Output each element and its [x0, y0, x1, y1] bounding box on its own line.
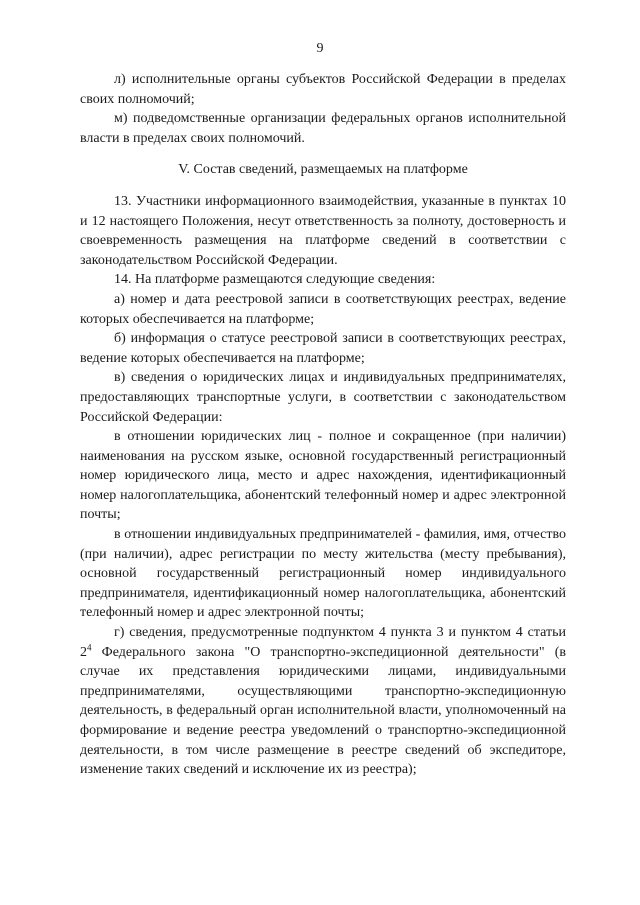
document-body [80, 70, 566, 780]
page-number: 9 [316, 41, 324, 56]
paragraph-g-end: Федерального закона "О транспортно-экспедиционной деятельности" (в случае их представления юридическими лицами, индивидуальными предпринимателями, осуществляющими транспортно-экспедиционную деятельность, в федеральный орган исполнительной власти, уполномоченный на формирование и ведение реестра уведомлений о транспортно-экспедиционной деятельности, в том числе размещение в реестре сведений об экспедиторе, изменение таких сведений и исключение их из реестра); [80, 644, 566, 778]
section-heading: V. Состав сведений, размещаемых на платформе [178, 162, 468, 178]
paragraph-b: б) информация о статусе реестровой записи в соответствующих реестрах, ведение которых обеспечивается на платформе; [80, 331, 566, 366]
paragraph-g [80, 623, 566, 780]
paragraph-a: а) номер и дата реестровой записи в соответствующих реестрах, ведение которых обеспечивается на платформе; [80, 291, 566, 327]
paragraph-13: 13. Участники информационного взаимодействия, указанные в пунктах 10 и 12 настоящего Положения, несут ответственность за полноту, достоверность и своевременность размещения на платформе сведений в соответствии с законодательством Российской Федерации. [80, 193, 566, 268]
paragraph-m: м) подведомственные организации федеральных органов исполнительной власти в пределах своих полномочий. [80, 111, 566, 146]
paragraph-l: л) исполнительные органы субъектов Российской Федерации в пределах своих полномочий; [80, 72, 566, 107]
paragraph-legal-entities: в отношении юридических лиц - полное и сокращенное (при наличии) наименования на русском языке, основной государственный регистрационный номер юридического лица, место и адрес нахождения, идентификационный номер налогоплательщика, абонентский телефонный номер и адрес электронной почты; [80, 429, 566, 523]
paragraph-g-start: г) сведения, предусмотренные подпунктом 4 пункта 3 и пунктом 4 статьи 2 [80, 625, 566, 660]
footnote-superscript: 4 [87, 641, 92, 652]
paragraph-14: 14. На платформе размещаются следующие сведения: [114, 272, 436, 288]
paragraph-entrepreneurs: в отношении индивидуальных предпринимателей - фамилия, имя, отчество (при наличии), адрес регистрации по месту жительства (месту пребывания), основной государственный регистрационный номер индивидуального предпринимателя, идентификационный номер налогоплательщика, абонентский телефонный номер и адрес электронной почты; [80, 527, 566, 621]
paragraph-v: в) сведения о юридических лицах и индивидуальных предпринимателях, предоставляющих транспортные услуги, в соответствии с законодательством Российской Федерации: [80, 370, 566, 425]
